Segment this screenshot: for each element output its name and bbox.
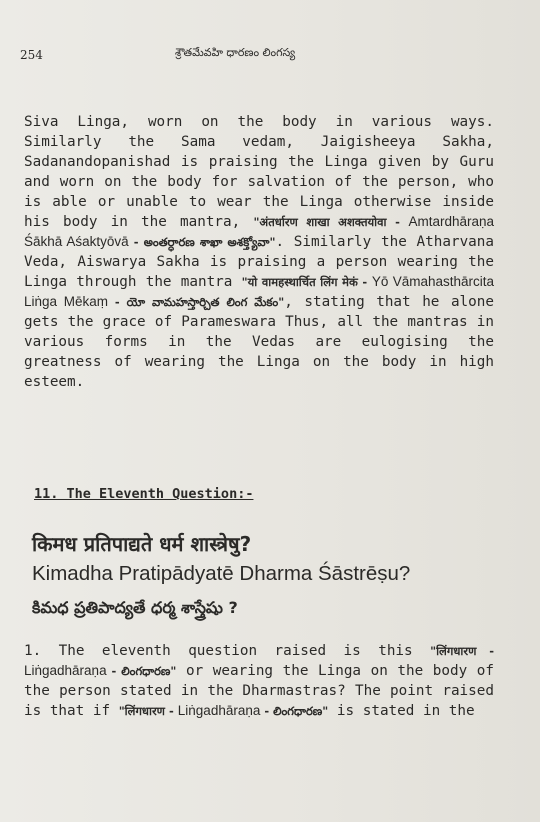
para2-roman-1: Liṅgadhāraṇa: [24, 663, 107, 678]
question-devanagari: किमध प्रतिपाद्यते धर्म शास्त्रेषु?: [32, 532, 252, 556]
para2-roman-2: Liṅgadhāraṇa: [177, 703, 261, 718]
para2-devanagari-1: "लिंगधारण -: [430, 644, 494, 658]
para1-telugu-1: - అంతర్ధారణ శాఖా అశక్త్యోవా": [128, 235, 276, 249]
question-heading: 11. The Eleventh Question:-: [34, 486, 254, 502]
para1-roman-2: Yō Vāmahasthārcita Liṅga Mēkaṃ: [24, 274, 495, 309]
running-head: శ్రౌతమేవహి ధారణం లింగస్య: [175, 46, 296, 59]
para1-text-1: Siva Linga, worn on the body in various ways. Similarly the Sama vedam, Jaigisheeya Sakha, Sadanandopanishad is praising the Linga given by Guru and worn on the body for salvation of the person, who is able or unable to wear the Linga otherwise inside his body in the mantra,: [24, 114, 494, 230]
question-telugu: కిమధ ప్రతిపాద్యతే ధర్మ శాస్త్రేషు ?: [32, 598, 238, 617]
para2-telugu-2: - లింగధారణ": [260, 704, 329, 718]
para2-text-3: is stated in the: [328, 703, 475, 719]
para1-roman-1: Amtardhāraṇa Śākhā Aśaktyōvā: [24, 214, 494, 249]
para1-telugu-2: - యో వామహస్తార్చిత లింగ మేకం": [107, 295, 285, 309]
para2-text-2: or wearing the Linga on the body of the person stated in the Dharmastras? The point raised is that if: [24, 663, 494, 719]
para2-text-1: 1. The eleventh question raised is this: [24, 643, 431, 659]
para2-telugu-1: - లింగధారణ": [106, 664, 177, 678]
para1-text-3: , stating that he alone gets the grace of Parameswara Thus, all the mantras in various forms in the Vedas are eulogising the greatness of wearing the Linga on the body in high esteem.: [24, 294, 494, 390]
body-paragraph-1: [24, 112, 494, 392]
page-number: 254: [20, 48, 43, 62]
question-transliteration: Kimadha Pratipādyatē Dharma Śāstrēṣu?: [32, 562, 411, 585]
para1-text-2: . Similarly the Atharvana Veda, Aiswarya Sakha is praising a person wearing the Linga through the mantra: [24, 234, 495, 290]
para1-devanagari-2: "यो वामहस्थार्चित लिंग मेकं -: [241, 275, 372, 289]
page-header: [20, 44, 520, 64]
para2-devanagari-2: "लिंगधारण -: [118, 704, 178, 718]
body-paragraph-2: [24, 641, 494, 721]
para1-devanagari-1: "अंतर्धारण शाखा अशक्तयोवा -: [253, 215, 409, 229]
